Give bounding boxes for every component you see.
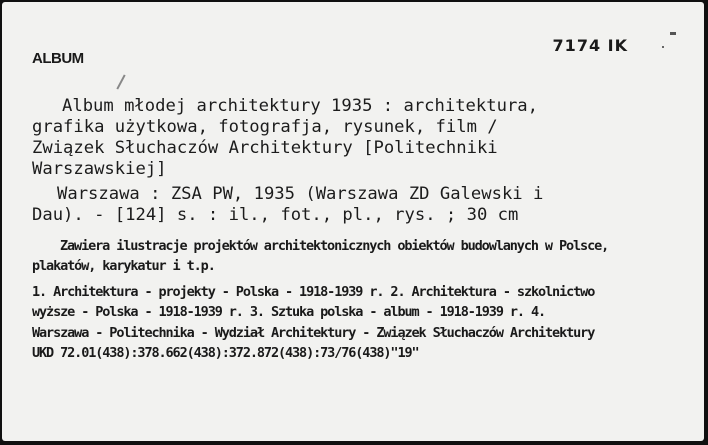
title-line-3: Związek Słuchaczów Architektury [Politechniki — [32, 138, 498, 158]
ink-speck — [670, 32, 676, 35]
subject-line-1: 1. Architektura - projekty - Polska - 1918-1939 r. 2. Architektura - szkolnictwo — [32, 284, 595, 300]
imprint-line-2: Dau). - [124] s. : il., fot., pl., rys. ; 30 cm — [32, 205, 519, 225]
imprint-line-1: Warszawa : ZSA PW, 1935 (Warszawa ZD Galewski i — [57, 184, 544, 204]
title-line-1: Album młodej architektury 1935 : architektura, — [62, 96, 538, 116]
title-line-4: Warszawskiej] — [32, 159, 167, 179]
udc-line: UKD 72.01(438):378.662(438):372.872(438):73/76(438)"19" — [32, 345, 419, 361]
pencil-mark — [116, 74, 125, 89]
note-line-2: plakatów, karykatur i t.p. — [32, 258, 215, 274]
card-heading: ALBUM — [32, 50, 84, 67]
call-number: 7174 IK — [552, 36, 628, 55]
subject-line-2: wyższe - Polska - 1918-1939 r. 3. Sztuka polska - album - 1918-1939 r. 4. — [32, 304, 546, 320]
title-line-2: grafika użytkowa, fotografja, rysunek, film / — [32, 117, 498, 137]
subject-line-3: Warszawa - Politechnika - Wydział Architektury - Związek Słuchaczów Architektury — [32, 325, 595, 341]
catalog-card — [2, 2, 704, 441]
note-line-1: Zawiera ilustracje projektów architektonicznych obiektów budowlanych w Polsce, — [60, 238, 609, 254]
ink-dot — [662, 46, 664, 48]
